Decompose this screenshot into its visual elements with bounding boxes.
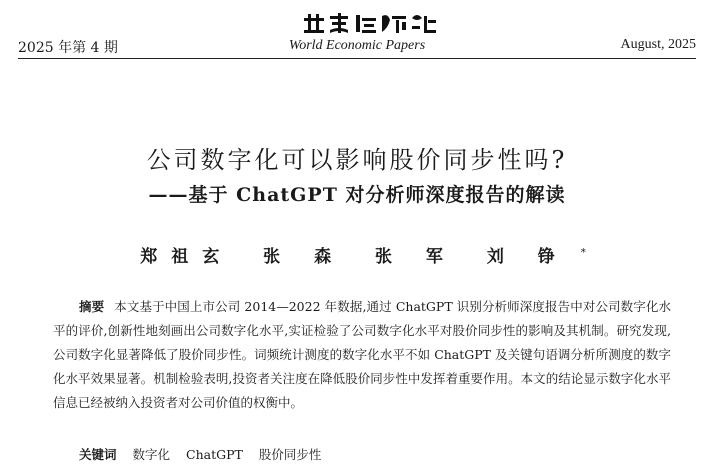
header-rule xyxy=(18,58,696,59)
journal-name: World Economic Papers xyxy=(288,38,426,53)
author-footnote-mark: * xyxy=(580,247,586,259)
abstract-label: 摘要 xyxy=(79,299,105,314)
issue-number: 2025 年第 4 期 xyxy=(18,40,118,56)
issue-date: August, 2025 xyxy=(620,37,696,52)
keyword: 数字化 xyxy=(132,447,171,462)
author-name: 张 军 xyxy=(375,247,457,267)
keywords-label: 关键词 xyxy=(79,447,117,462)
article-subtitle: ——基于 ChatGPT 对分析师深度报告的解读 xyxy=(148,184,566,206)
abstract-text: 本文基于中国上市公司 2014—2022 年数据,通过 ChatGPT 识别分析师深度报告中对公司数字化水平的评价,创新性地刻画出公司数字化水平,实证检验了公司数字化水平对股价同步性的影响及其机制。研究发现,公司数字化显著降低了股价同步性。词频统计测度的数字化水平不如 ChatGPT 及关键句语调分析所测度的数字化水平效果显著。机制检验表明,投资者关注度在降低股价同步性中发挥着重要作用。本文的结论显示数字化水平信息已经被纳入投资者对公司价值的权衡中。 xyxy=(53,299,671,410)
keywords xyxy=(79,445,333,463)
keyword: ChatGPT xyxy=(186,447,243,462)
keyword: 股价同步性 xyxy=(258,447,322,462)
author-list xyxy=(0,242,714,267)
journal-logo xyxy=(300,10,440,36)
article-title: 公司数字化可以影响股价同步性吗? xyxy=(146,146,568,174)
author-name: 郑祖玄 xyxy=(140,247,234,267)
author-name: 张 森 xyxy=(263,247,346,267)
abstract xyxy=(53,295,671,415)
author-name: 刘 铮 xyxy=(486,247,569,267)
